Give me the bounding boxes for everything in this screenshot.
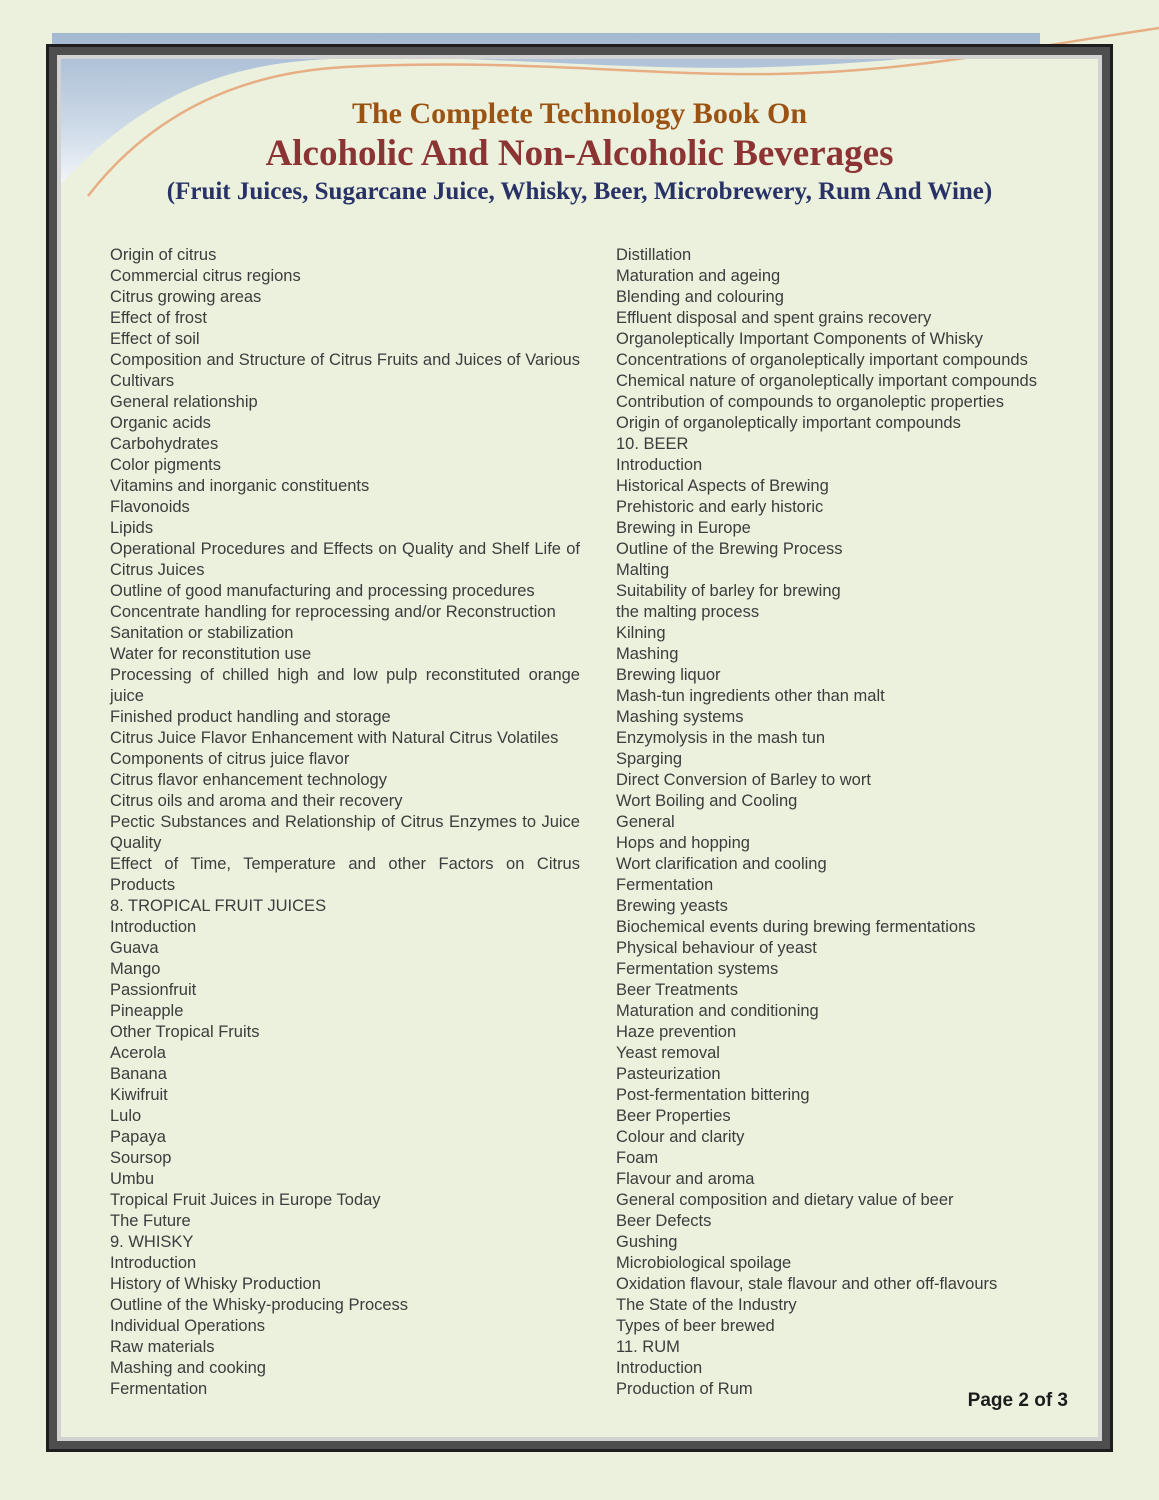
toc-entry: General composition and dietary value of beer — [616, 1191, 954, 1209]
toc-entry: Soursop — [110, 1149, 172, 1167]
page-content — [61, 59, 1098, 1437]
toc-entry: Colour and clarity — [616, 1128, 745, 1146]
toc-entry: Microbiological spoilage — [616, 1254, 792, 1272]
toc-entry: Mash-tun ingredients other than malt — [616, 687, 885, 705]
toc-entry: Wort clarification and cooling — [616, 855, 827, 873]
toc-entry: the malting process — [616, 603, 760, 621]
toc-entry: Concentrations of organoleptically important compounds — [616, 351, 1028, 369]
toc-entry: Concentrate handling for reprocessing and/or Reconstruction — [110, 603, 556, 621]
toc-entry: 8. TROPICAL FRUIT JUICES — [110, 897, 327, 915]
toc-entry: Introduction — [616, 1359, 703, 1377]
toc-entry: Blending and colouring — [616, 288, 784, 306]
toc-entry: Historical Aspects of Brewing — [616, 477, 829, 495]
toc-entry: Organoleptically Important Components of Whisky — [616, 330, 983, 348]
toc-entry: Contribution of compounds to organoleptic properties — [616, 393, 1004, 411]
page-frame — [46, 44, 1113, 1452]
toc-entry: Organic acids — [110, 414, 211, 432]
toc-entry: Hops and hopping — [616, 834, 750, 852]
toc-entry: Effect of Time, Temperature and other Factors on Citrus Products — [110, 855, 580, 894]
toc-entry: Flavonoids — [110, 498, 190, 516]
toc-entry: Commercial citrus regions — [110, 267, 301, 285]
toc-entry: Papaya — [110, 1128, 166, 1146]
toc-entry: Outline of the Whisky-producing Process — [110, 1296, 409, 1314]
toc-entry: Introduction — [616, 456, 703, 474]
toc-entry: Water for reconstitution use — [110, 645, 312, 663]
toc-entry: Brewing in Europe — [616, 519, 751, 537]
toc-entry: Lulo — [110, 1107, 142, 1125]
book-title-line2: Alcoholic And Non-Alcoholic Beverages — [265, 132, 894, 174]
toc-entry: Banana — [110, 1065, 167, 1083]
toc-entry: Composition and Structure of Citrus Fruits and Juices of Various Cultivars — [110, 351, 580, 390]
toc-entry: Brewing yeasts — [616, 897, 728, 915]
toc-entry: Guava — [110, 939, 159, 957]
toc-entry: Production of Rum — [616, 1380, 753, 1398]
toc-entry: Finished product handling and storage — [110, 708, 391, 726]
toc-entry: Maturation and conditioning — [616, 1002, 819, 1020]
toc-entry: Outline of the Brewing Process — [616, 540, 843, 558]
toc-entry: Carbohydrates — [110, 435, 219, 453]
toc-entry: Pasteurization — [616, 1065, 721, 1083]
toc-entry: Biochemical events during brewing fermentations — [616, 918, 976, 936]
toc-entry: Pectic Substances and Relationship of Citrus Enzymes to Juice Quality — [110, 813, 580, 852]
toc-entry: Kilning — [616, 624, 666, 642]
toc-entry: Prehistoric and early historic — [616, 498, 824, 516]
toc-entry: Effect of soil — [110, 330, 200, 348]
toc-entry: Mashing — [616, 645, 679, 663]
toc-entry: Citrus Juice Flavor Enhancement with Natural Citrus Volatiles — [110, 729, 559, 747]
toc-entry: Haze prevention — [616, 1023, 737, 1041]
toc-entry: Gushing — [616, 1233, 678, 1251]
toc-entry: General relationship — [110, 393, 258, 411]
toc-entry: Introduction — [110, 918, 197, 936]
toc-entry: Fermentation — [616, 876, 714, 894]
toc-column-right — [616, 245, 1086, 1400]
toc-entry: Pineapple — [110, 1002, 184, 1020]
toc-entry: Sparging — [616, 750, 683, 768]
toc-entry: Beer Properties — [616, 1107, 731, 1125]
toc-entry: Umbu — [110, 1170, 155, 1188]
toc-entry: Fermentation systems — [616, 960, 779, 978]
page-frame-mid — [49, 47, 1110, 1449]
toc-entry: Brewing liquor — [616, 666, 721, 684]
toc-entry: Foam — [616, 1149, 659, 1167]
toc-entry: Introduction — [110, 1254, 197, 1272]
toc-entry: Effluent disposal and spent grains recovery — [616, 309, 932, 327]
toc-entry: Physical behaviour of yeast — [616, 939, 817, 957]
toc-entry: Chemical nature of organoleptically important compounds — [616, 372, 1037, 390]
toc-entry: Enzymolysis in the mash tun — [616, 729, 826, 747]
toc-entry: Lipids — [110, 519, 154, 537]
toc-entry: Kiwifruit — [110, 1086, 168, 1104]
toc-entry: Other Tropical Fruits — [110, 1023, 260, 1041]
toc-entry: Origin of citrus — [110, 246, 217, 264]
book-title-block — [61, 97, 1098, 207]
toc-entry: Wort Boiling and Cooling — [616, 792, 798, 810]
toc-entry: Effect of frost — [110, 309, 207, 327]
toc-entry: Suitability of barley for brewing — [616, 582, 841, 600]
toc-entry: Passionfruit — [110, 981, 197, 999]
toc-entry: Types of beer brewed — [616, 1317, 775, 1335]
toc-entry: 11. RUM — [616, 1338, 680, 1356]
toc-entry: Citrus oils and aroma and their recovery — [110, 792, 403, 810]
toc-column-left — [110, 245, 580, 1400]
toc-entry: History of Whisky Production — [110, 1275, 321, 1293]
toc-entry: Operational Procedures and Effects on Quality and Shelf Life of Citrus Juices — [110, 540, 580, 579]
toc-entry: 9. WHISKY — [110, 1233, 194, 1251]
toc-entry: Components of citrus juice flavor — [110, 750, 350, 768]
page-number-indicator: Page 2 of 3 — [967, 1390, 1068, 1411]
toc-entry: Beer Treatments — [616, 981, 738, 999]
toc-entry: Sanitation or stabilization — [110, 624, 294, 642]
toc-entry: Flavour and aroma — [616, 1170, 755, 1188]
toc-entry: Mashing systems — [616, 708, 744, 726]
toc-entry: Raw materials — [110, 1338, 215, 1356]
toc-entry: Yeast removal — [616, 1044, 720, 1062]
toc-entry: Citrus flavor enhancement technology — [110, 771, 387, 789]
toc-entry: Maturation and ageing — [616, 267, 781, 285]
toc-entry: Tropical Fruit Juices in Europe Today — [110, 1191, 381, 1209]
toc-entry: Vitamins and inorganic constituents — [110, 477, 370, 495]
toc-entry: Fermentation — [110, 1380, 208, 1398]
book-title-line1: The Complete Technology Book On — [351, 97, 808, 130]
book-subtitle: (Fruit Juices, Sugarcane Juice, Whisky, Beer, Microbrewery, Rum And Wine) — [166, 178, 993, 206]
toc-entry: Mango — [110, 960, 161, 978]
toc-entry: Acerola — [110, 1044, 166, 1062]
toc-entry: General — [616, 813, 675, 831]
toc-entry: The Future — [110, 1212, 191, 1230]
toc-entry: Processing of chilled high and low pulp reconstituted orange juice — [110, 666, 580, 705]
toc-entry: Post-fermentation bittering — [616, 1086, 810, 1104]
toc-entry: Distillation — [616, 246, 692, 264]
table-of-contents — [110, 245, 1086, 1400]
toc-entry: Outline of good manufacturing and processing procedures — [110, 582, 535, 600]
toc-entry: Direct Conversion of Barley to wort — [616, 771, 871, 789]
page-frame-inner — [57, 55, 1102, 1441]
toc-entry: 10. BEER — [616, 435, 689, 453]
toc-entry: The State of the Industry — [616, 1296, 797, 1314]
toc-entry: Beer Defects — [616, 1212, 712, 1230]
toc-entry: Malting — [616, 561, 670, 579]
toc-entry: Color pigments — [110, 456, 221, 474]
toc-entry: Oxidation flavour, stale flavour and other off-flavours — [616, 1275, 998, 1293]
toc-entry: Origin of organoleptically important compounds — [616, 414, 961, 432]
toc-entry: Mashing and cooking — [110, 1359, 266, 1377]
toc-entry: Citrus growing areas — [110, 288, 262, 306]
toc-entry: Individual Operations — [110, 1317, 266, 1335]
